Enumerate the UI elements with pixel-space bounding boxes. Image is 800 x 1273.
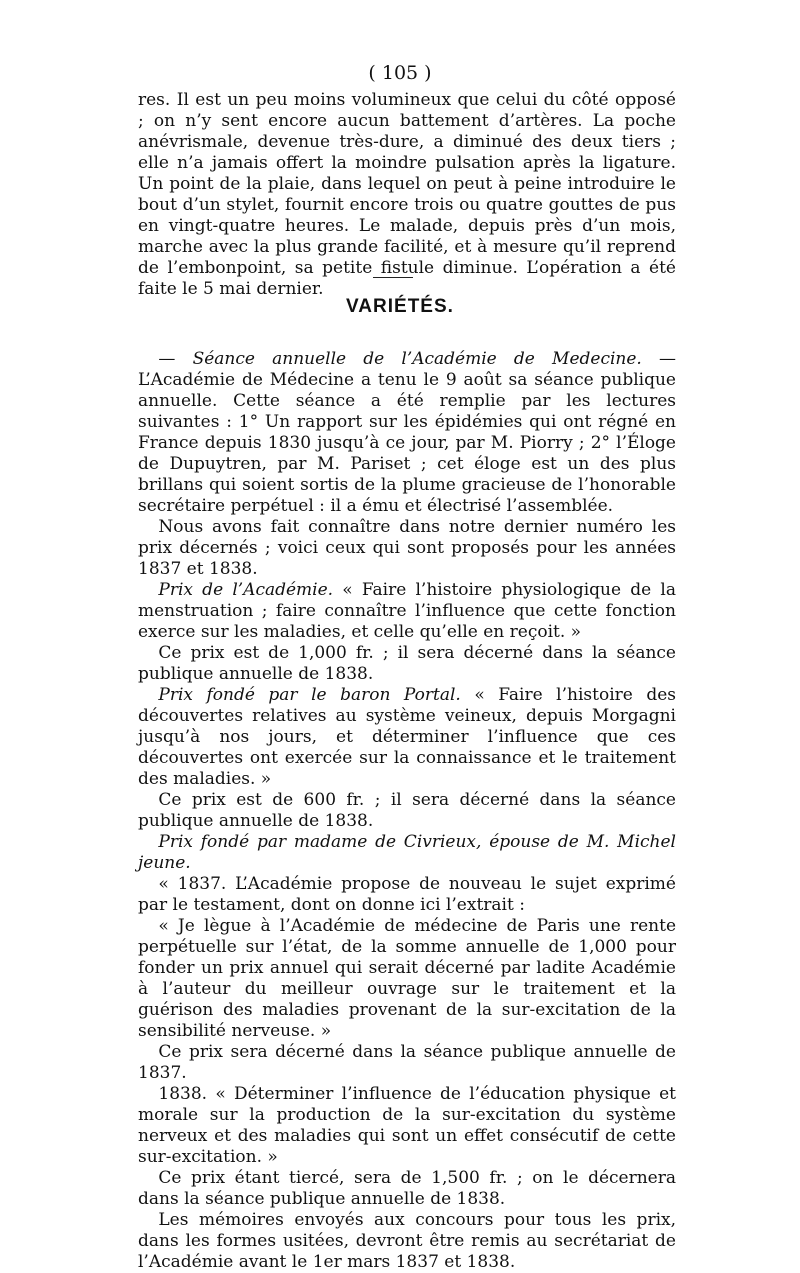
prix-intro: Nous avons fait connaître dans notre dernier numéro les prix décernés ; voici ceux qui sont proposés pour les années 1837 et 1838. <box>138 517 676 579</box>
seance-dash: — <box>158 349 193 369</box>
section-divider <box>373 277 413 278</box>
prix-academie-paragraph <box>138 580 676 643</box>
seance-text: — L’Académie de Médecine a tenu le 9 août sa séance publique annuelle. Cette séance a été remplie par les lectures suivantes : 1° Un rapport sur les épidémies qui ont régné en France depuis 1830 jusqu’à ce jour, par M. Piorry ; 2° l’Éloge de Dupuytren, par M. Pariset ; cet éloge est un des plus brillans qui soient sortis de la plume gracieuse de l’honorable secrétaire perpétuel : il a ému et électrisé l’assemblée. <box>138 349 677 516</box>
civrieux-1837-value: Ce prix sera décerné dans la séance publique annuelle de 1837. <box>138 1042 676 1083</box>
section-title: VARIÉTÉS. <box>346 296 454 317</box>
main-article <box>138 349 676 1273</box>
civrieux-1838-paragraph: 1838. « Déterminer l’influence de l’éducation physique et morale sur la production de la sur-excitation du système nerveux et des maladies qui sont un effet consécutif de cette sur-excitation. » <box>138 1084 676 1167</box>
civrieux-legs-paragraph: « Je lègue à l’Académie de médecine de Paris une rente perpétuelle sur l’état, de la somme annuelle de 1,000 pour fonder un prix annuel qui serait décerné par ladite Académie à l’auteur du meilleur ouvrage sur le traitement et la guérison des maladies provenant de la sur-excitation de la sensibilité nerveuse. » <box>138 916 676 1041</box>
prix-civrieux-title <box>138 832 676 874</box>
prix-academie-text: « Faire l’histoire physiologique de la menstruation ; faire connaître l’influence que cette fonction exerce sur les maladies, et celle qu’elle en reçoit. » <box>138 580 676 642</box>
prix-academie-value: Ce prix est de 1,000 fr. ; il sera décerné dans la séance publique annuelle de 1838. <box>138 643 676 684</box>
prix-portal-value: Ce prix est de 600 fr. ; il sera décerné dans la séance publique annuelle de 1838. <box>138 790 676 831</box>
prix-portal-paragraph <box>138 685 676 790</box>
prix-civrieux-title-text: Prix fondé par madame de Civrieux, épouse de M. Michel jeune. <box>138 832 676 873</box>
civrieux-1837-paragraph: « 1837. L’Académie propose de nouveau le sujet exprimé par le testament, dont on donne ici l’extrait : <box>138 874 676 915</box>
memoires-paragraph: Les mémoires envoyés aux concours pour tous les prix, dans les formes usitées, devront être remis au secrétariat de l’Académie avant le 1er mars 1837 et 1838. <box>138 1210 676 1272</box>
prix-academie-title: Prix de l’Académie. <box>158 580 334 600</box>
page-number: ( 105 ) <box>368 62 432 84</box>
prix-portal-title: Prix fondé par le baron Portal. <box>158 685 461 705</box>
top-paragraph: res. Il est un peu moins volumineux que celui du côté opposé ; on n’y sent encore aucun battement d’artères. La poche anévrismale, devenue très-dure, a diminué des deux tiers ; elle n’a jamais offert la moindre pulsation après la ligature. Un point de la plaie, dans lequel on peut à peine introduire le bout d’un stylet, fournit encore trois ou quatre gouttes de pus en vingt-quatre heures. Le malade, depuis près d’un mois, marche avec la plus grande facilité, et à mesure qu’il reprend de l’embonpoint, sa petite fistule diminue. L’opération a été faite le 5 mai dernier. <box>138 90 676 299</box>
prix-portal-text: « Faire l’histoire des découvertes relatives au système veineux, depuis Morgagni jusqu’à nos jours, et déterminer l’influence que ces découvertes ont exercée sur la connaissance et le traitement des maladies. » <box>138 685 676 789</box>
top-paragraph-block <box>138 90 676 300</box>
civrieux-1838-value: Ce prix étant tiercé, sera de 1,500 fr. ; on le décernera dans la séance publique annuelle de 1838. <box>138 1168 676 1209</box>
seance-paragraph <box>138 349 676 517</box>
seance-title: Séance annuelle de l’Académie de Medecine. <box>192 349 642 369</box>
